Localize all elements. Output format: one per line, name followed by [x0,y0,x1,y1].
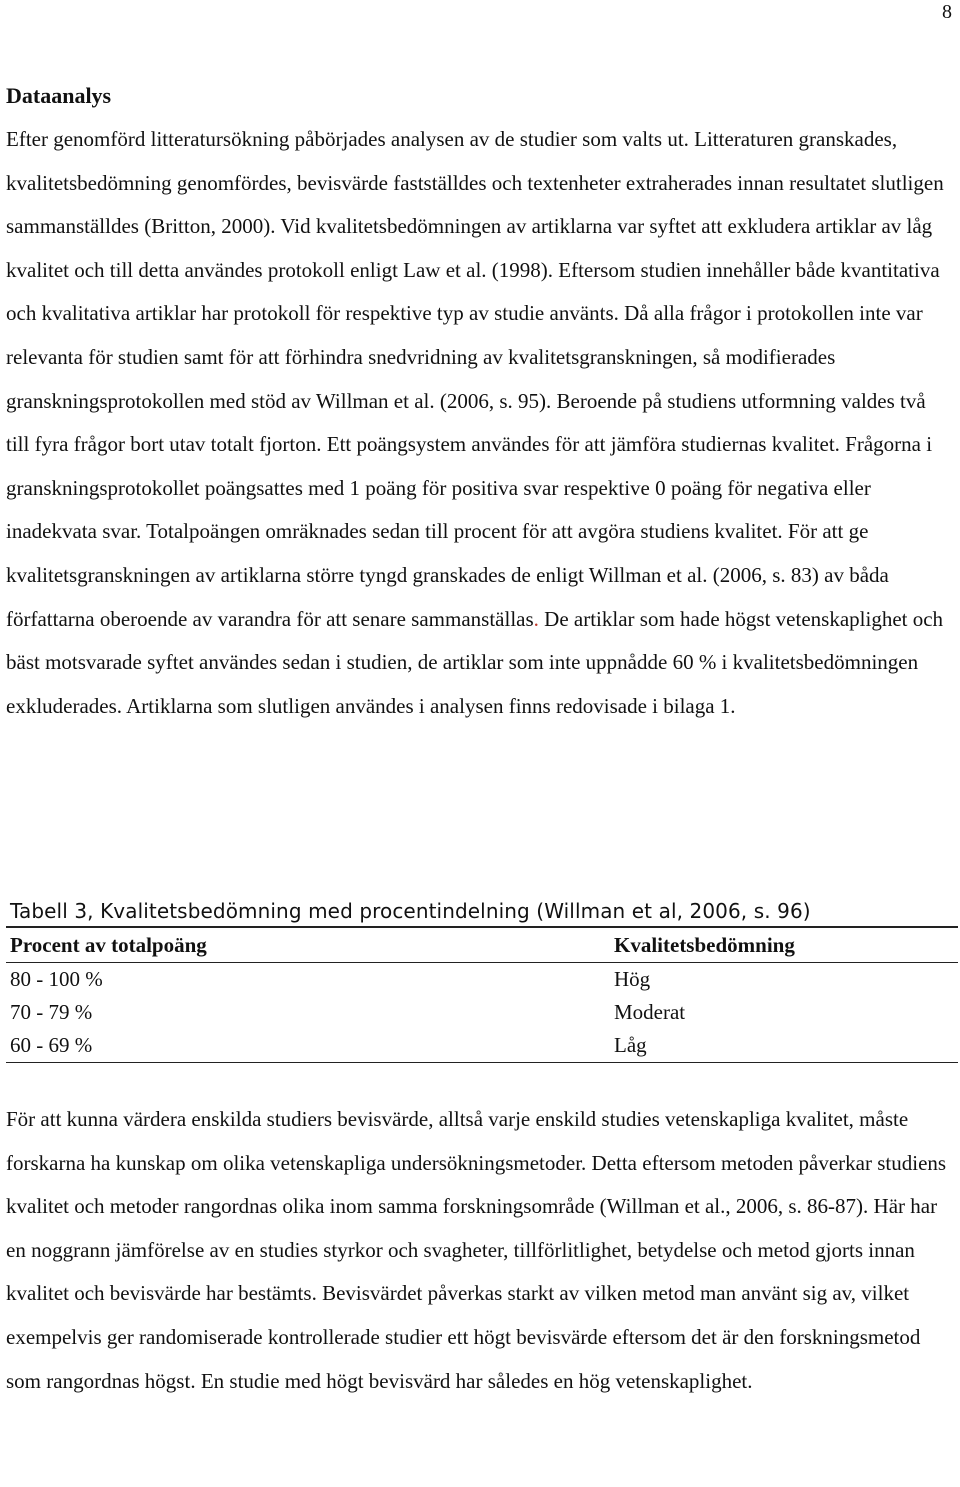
table-header-cell: Procent av totalpoäng [6,927,610,963]
paragraph-text-continued: De artiklar som hade högst vetenskaplighet och bäst motsvarade syftet användes sedan i studien, de artiklar som inte uppnådde 60 % i kvalitetsbedömningen exkluderades. Artiklarna som slutligen användes i analysen finns redovisade i bilaga 1. [6,606,944,718]
table-row [6,1029,958,1063]
table-row [6,996,958,1029]
page-number: 8 [942,1,952,23]
paragraph-text: Efter genomförd litteratursökning påbörjades analysen av de studier som valts ut. Litteraturen granskades, kvalitetsbedömning genomfördes, bevisvärde fastställdes och textenheter extraherades innan resultatet slutligen sammanställdes (Britton, 2000). Vid kvalitetsbedömningen av artiklarna var syftet att exkludera artiklar av låg kvalitet och till detta användes protokoll enligt Law et al. (1998). Eftersom studien innehåller både kvantitativa och kvalitativa artiklar har protokoll för respektive typ av studie använts. Då alla frågor i protokollen inte var relevanta för studien samt för att förhindra snedvridning av kvalitetsgranskningen, så modifierades granskningsprotokollen med stöd av Willman et al. (2006, s. 95). Beroende på studiens utformning valdes två till fyra frågor bort utav totalt fjorton. Ett poängsystem användes för att jämföra studiernas kvalitet. Frågorna i granskningsprotokollet poängsattes med 1 poäng för positiva svar respektive 0 poäng för negativa eller inadekvata svar. Totalpoängen omräknades sedan till procent för att avgöra studiens kvalitet. För att ge kvalitetsgranskningen av artiklarna större tyngd granskades de enligt Willman et al. (2006, s. 83) av båda författarna oberoende av varandra för att senare sammanställas [6,127,944,631]
table-header-cell: Kvalitetsbedömning [610,927,958,963]
section-heading: Dataanalys [6,83,112,108]
table-cell: 80 - 100 % [10,967,103,991]
table-cell: 70 - 79 % [10,1000,93,1024]
table-caption: Tabell 3, Kvalitetsbedömning med procentindelning (Willman et al, 2006, s. 96) [10,899,811,923]
table-cell: 60 - 69 % [6,1029,610,1063]
table-row [6,963,958,997]
table-cell: Låg [610,1029,958,1063]
table-header-row [6,927,958,963]
table-cell: Moderat [614,1000,686,1024]
table-cell: Hög [614,967,651,991]
paragraph-mark: . [533,606,539,631]
paragraph-evidence-value: För att kunna värdera enskilda studiers bevisvärde, alltså varje enskild studies vetenskapliga kvalitet, måste forskarna ha kunskap om olika vetenskapliga undersökningsmetoder. Detta eftersom metoden påverkar studiens kvalitet och metoder rangordnas olika inom samma forskningsområde (Willman et al., 2006, s. 86-87). Här har en noggrann jämförelse av en studies styrkor och svagheter, tillförlitlighet, betydelse och metod gjorts innan kvalitet och bevisvärde har bestämts. Bevisvärdet påverkas starkt av vilken metod man använt sig av, vilket exempelvis ger randomiserade kontrollerade studier ett högt bevisvärde eftersom det är den forskningsmetod som rangordnas högst. En studie med högt bevisvärd har således en hög vetenskaplighet. [6,1107,947,1393]
paragraph-data-analysis [6,118,954,728]
quality-table [6,926,958,1063]
